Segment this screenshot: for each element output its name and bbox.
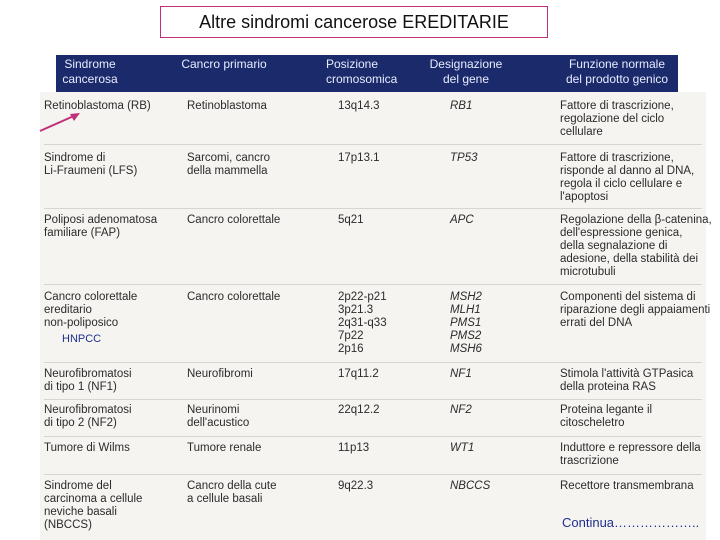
row-lfs-gene: TP53 — [450, 152, 478, 164]
row-wilms-position: 11p13 — [338, 442, 370, 454]
row-lfs-cancer: Sarcomi, cancro della mammella — [187, 152, 271, 177]
header-gene-product-function: Funzione normale del prodotto genico — [565, 57, 669, 86]
row-retinoblastoma-cancer: Retinoblastoma — [187, 100, 267, 112]
row-wilms-function: Induttore e repressore della trascrizione — [560, 442, 701, 467]
row-nf2-gene: NF2 — [450, 404, 472, 416]
row-retinoblastoma-gene: RB1 — [450, 100, 473, 112]
row-fap-position: 5q21 — [338, 214, 364, 226]
row-nf2-cancer: Neurinomi dell'acustico — [187, 404, 250, 429]
header-syndrome: Sindrome cancerosa — [62, 57, 118, 86]
syndrome-table — [40, 92, 712, 540]
row-nf2-function: Proteina legante il citoscheletro — [560, 404, 653, 429]
continua-link[interactable]: Continua……………….. — [562, 515, 700, 530]
row-nbccs-syndrome: Sindrome del carcinoma a cellule neviche basali (NBCCS) — [44, 480, 143, 531]
hnpcc-label: HNPCC — [62, 333, 102, 345]
row-divider — [44, 399, 702, 400]
row-hnpcc-cancer: Cancro colorettale — [187, 291, 281, 303]
header-gene-designation: Designazione del gene — [429, 57, 503, 86]
row-nf1-gene: NF1 — [450, 368, 472, 380]
row-nbccs-position: 9q22.3 — [338, 480, 374, 492]
row-nf1-syndrome: Neurofibromatosi di tipo 1 (NF1) — [44, 368, 132, 393]
row-divider — [44, 144, 702, 145]
row-divider — [44, 208, 702, 209]
row-divider — [44, 436, 702, 437]
row-retinoblastoma-syndrome: Retinoblastoma (RB) — [44, 100, 151, 112]
row-fap-syndrome: Poliposi adenomatosa familiare (FAP) — [44, 214, 158, 239]
row-lfs-function: Fattore di trascrizione, risponde al danno al DNA, regola il ciclo cellulare e l'apoptosi — [560, 152, 695, 203]
row-hnpcc-syndrome: Cancro colorettale ereditario non-poliposico — [44, 291, 138, 329]
row-divider — [44, 362, 702, 363]
row-divider — [44, 474, 702, 475]
row-hnpcc-function: Componenti del sistema di riparazione degli appaiamenti errati del DNA — [560, 291, 711, 329]
pointer-arrow-icon — [38, 110, 84, 134]
row-fap-function: Regolazione della β-catenina, dell'espressione genica, della segnalazione di adesione, della stabilità dei microtubuli — [560, 214, 712, 278]
header-chromosome-position: Posizione cromosomica — [326, 57, 398, 86]
row-nf2-position: 22q12.2 — [338, 404, 380, 416]
row-nf1-function: Stimola l'attività GTPasica della proteina RAS — [560, 368, 694, 393]
row-nbccs-cancer: Cancro della cute a cellule basali — [187, 480, 277, 505]
row-nbccs-gene: NBCCS — [450, 480, 491, 492]
row-fap-cancer: Cancro colorettale — [187, 214, 281, 226]
row-hnpcc-position: 2p22-p21 3p21.3 2q31-q33 7p22 2p16 — [338, 291, 387, 355]
row-wilms-gene: WT1 — [450, 442, 475, 454]
row-divider — [44, 284, 702, 285]
row-retinoblastoma-function: Fattore di trascrizione, regolazione del ciclo cellulare — [560, 100, 674, 138]
header-primary-cancer: Cancro primario — [181, 57, 267, 71]
row-lfs-syndrome: Sindrome di Li-Fraumeni (LFS) — [44, 152, 138, 177]
row-fap-gene: APC — [450, 214, 474, 226]
row-nbccs-function: Recettore transmembrana — [560, 480, 694, 492]
row-lfs-position: 17p13.1 — [338, 152, 380, 164]
row-nf1-cancer: Neurofibromi — [187, 368, 253, 380]
row-wilms-cancer: Tumore renale — [187, 442, 262, 454]
row-retinoblastoma-position: 13q14.3 — [338, 100, 380, 112]
row-nf1-position: 17q11.2 — [338, 368, 379, 380]
table-header — [56, 55, 678, 92]
row-nf2-syndrome: Neurofibromatosi di tipo 2 (NF2) — [44, 404, 132, 429]
slide-title: Altre sindromi cancerose EREDITARIE — [160, 6, 548, 38]
row-hnpcc-gene: MSH2 MLH1 PMS1 PMS2 MSH6 — [450, 291, 482, 355]
row-wilms-syndrome: Tumore di Wilms — [44, 442, 130, 454]
